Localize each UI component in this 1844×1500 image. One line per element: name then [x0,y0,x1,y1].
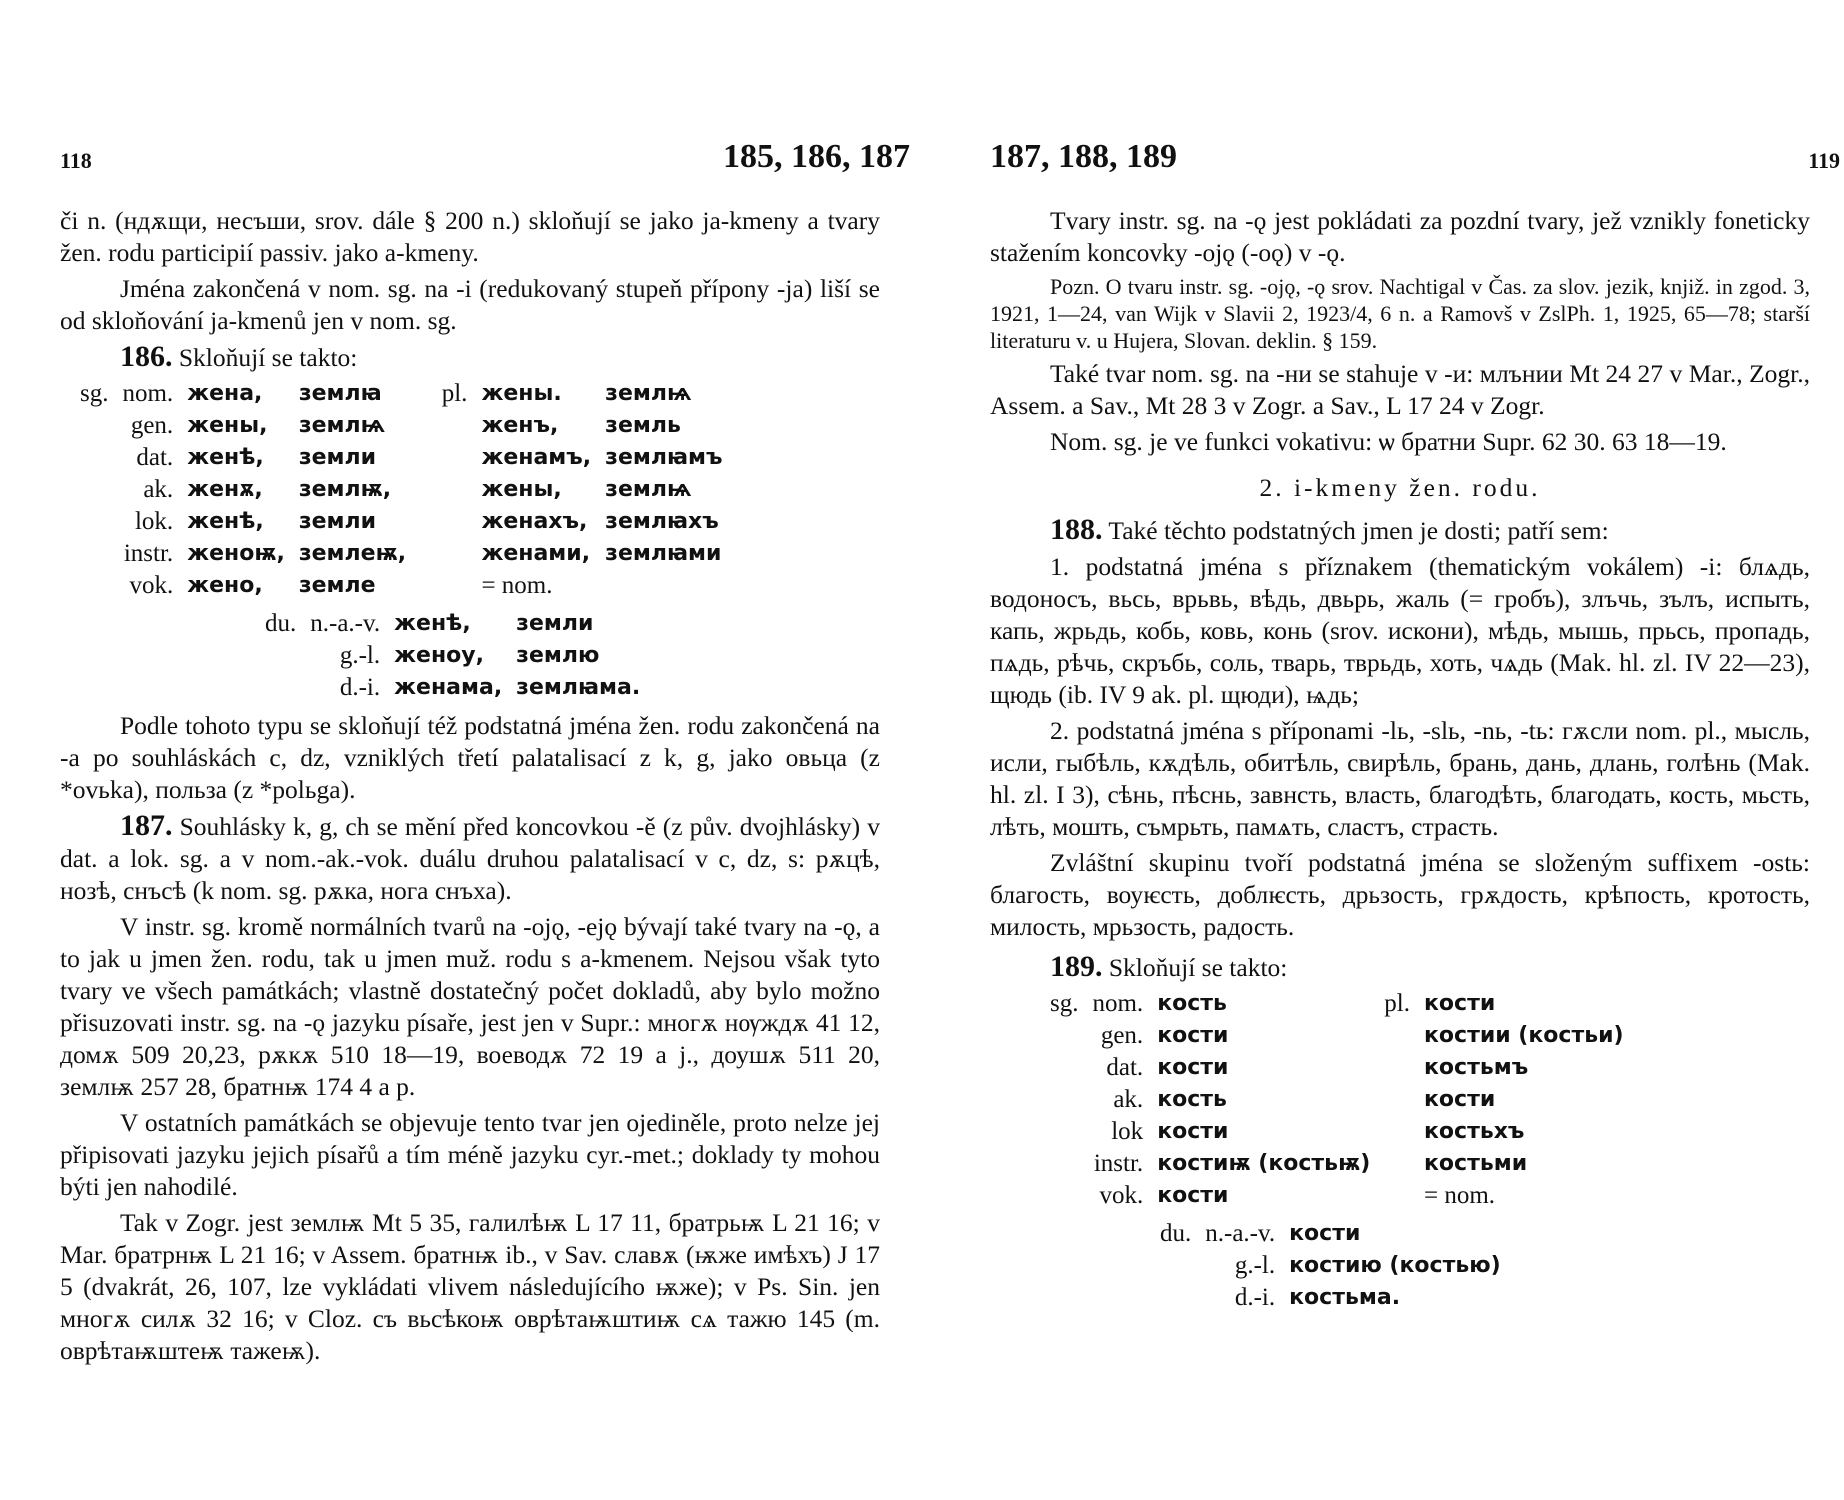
paragraph-text: Také těchto podstatných jmen je dosti; patří sem: [1108,516,1609,545]
form: костьмъ [1423,1055,1529,1080]
form: женѣ, [394,611,471,636]
form: жены, [187,413,268,438]
paragraph: Tvary instr. sg. na -ǫ jest pokládati za pozdní tvary, jež vznikly foneticky stažením koncovky -ojǫ (-oǫ) v -ǫ. [990,206,1810,267]
form: жены. [481,381,562,406]
declension-table-kost [1050,988,1638,1212]
form: костии (костьи) [1423,1023,1624,1048]
paragraph-text: Souhlásky k, g, ch se mění před koncovkou -ě (z pův. dvojhlásky) v dat. a lok. sg. a v nom.-ak.-vok. duálu druhou palatalisací v c, dz, s: рѫцѣ, нозѣ, снъсѣ (k nom. sg. рѫка, нога снъха). [60,812,880,905]
form: кости [1423,1087,1496,1112]
left-page [60,0,910,1500]
paragraph: 1. podstatná jména s příznakem (thematickým vokálem) -i: блѧдь, водоносъ, вьсь, врьвь, вѣдь, двьрь, жаль (= гробъ), злъчь, зълъ, испыть, капь, жрьдь, кобь, ковь, конь (srov. искони), мѣдь, мышь, прьсь, пропадь, пѧдь, рѣчь, скръбь, соль, тварь, тврьдь, хоть, чѧдь (Mak. hl. zl. IV 22—23), щюдь (ib. IV 9 ak. pl. щюди), ѩдь; [990,552,1810,709]
section-intro: Skloňují se takto: [178,343,358,372]
form: жена, [187,381,263,406]
case-label: g.-l. [1234,1252,1276,1279]
case-label: g.-l. [339,642,381,669]
section-189-heading [990,951,1810,984]
form: кости [1289,1221,1361,1246]
table-row [265,672,654,704]
case-label: lok [1111,1118,1144,1145]
case-label: gen. [1100,1022,1144,1049]
form: землю [516,643,600,668]
section-188-paragraph [990,514,1810,547]
number-label: sg. [80,380,109,407]
form: земли [516,611,594,636]
case-label: vok. [1099,1182,1144,1209]
form: землꙗ [298,381,382,406]
form [605,570,736,602]
subheading: 2. i-kmeny žen. rodu. [1259,473,1541,502]
form: женъ, [481,413,559,438]
table-row [1050,1084,1638,1116]
paragraph: Zvláštní skupinu tvoří podstatná jména se složeným suffixem -ostь: благость, воуѥсть, доблѥсть, дрьзость, грѫдость, крѣпость, кротость, милость, мрьзость, радость. [990,848,1810,941]
case-label: dat. [1106,1054,1144,1081]
table-row [80,538,737,570]
paragraph: Tak v Zogr. jest землѭ Mt 5 35, галилѣѭ L 17 11, братрьѭ L 21 16; v Mar. братрнѭ L 21 16; v Assem. братнѭ ib., v Sav. славѫ (ѭже имѣхъ) J 17 5 (dvakrát, 26, 107, lze vykládati vlivem následujícího ѭже); v Ps. Sin. jen многѫ силѫ 32 16; v Cloz. съ вьсѣкоѭ оврѣтаѭштиѭ сѧ тажю 145 (m. оврѣтаѭштеѭ тажеѭ). [60,1208,880,1365]
table-row [265,640,654,672]
number-label: du. [1160,1220,1192,1247]
form: землꙗми [605,541,722,566]
form: кости [1157,1183,1229,1208]
form: костьхъ [1423,1119,1525,1144]
section-number: 187. [120,809,173,842]
case-label: ak. [143,476,174,503]
form: земле [298,573,376,598]
case-label: n.-a.-v. [310,610,381,637]
table-row [1160,1282,1515,1314]
paragraph: V instr. sg. kromě normálních tvarů na -ojǫ, -ejǫ bývají také tvary na -ǫ, a to jak u jmen žen. rodu, tak u jmen muž. rodu s a-kmenem. Nejsou však tyto tvary ve všech památkách; vlastně dostatečný počet dokladů, aby bylo možno přisuzovati instr. sg. na -ǫ jazyku písaře, jest jen v Supr.: многѫ нѹждѫ 41 12, домѫ 509 20,23, рѫкѫ 510 18—19, воеводѫ 72 19 a j., доушѫ 511 20, землѭ 257 28, братнѭ 174 4 a p. [60,912,880,1101]
form: кости [1423,991,1496,1016]
right-page-body [990,205,1810,1320]
table-row [265,608,654,640]
paragraph: V ostatních památkách se objevuje tento tvar jen ojediněle, proto nelze jej připisovati jazyku jejich písařů a tím méně jazyku cyr.-met.; doklady ty mohou býti jen nahodilé. [60,1108,880,1201]
form: землѭ, [298,477,392,502]
case-label: ak. [1113,1086,1144,1113]
table-row [1160,1218,1515,1250]
form: женѣ, [187,445,264,470]
note: Pozn. O tvaru instr. sg. -ojǫ, -ǫ srov. Nachtigal v Čas. za slov. jezik, knjiž. in zgod. 3, 1921, 1—24, van Wijk v Slavii 2, 1923/4, 6 n. a Ramovš v ZslPh. 1, 1925, 65—78; starší literaturu v. u Hujera, Slovan. deklin. § 159. [990,274,1810,353]
paragraph: či n. (ндѫщи, несъши, srov. dále § 200 n.) skloňují se jako ja-kmeny a tvary žen. rodu participií passiv. jako a-kmeny. [60,206,880,267]
form: землѩ [298,413,386,438]
paragraph: Nom. sg. je ve funkci vokativu: ѡ братни Supr. 62 30. 63 18—19. [1050,427,1727,456]
number-label: pl. [441,380,468,407]
case-label: instr. [1093,1150,1144,1177]
table-row [1050,1148,1638,1180]
form: землꙗма. [516,675,641,700]
form: землѩ [605,477,692,502]
table-row [1160,1250,1515,1282]
left-page-body [60,205,880,1371]
section-number: 188. [1050,513,1103,546]
table-row [80,378,737,410]
right-page [990,0,1840,1500]
table-row [1050,1020,1638,1052]
case-label: nom. [122,380,174,407]
section-186-heading [60,341,880,374]
paragraph: 2. podstatná jména s příponami -lь, -slь, -nь, -tь: гѫсли nom. pl., мысль, исли, гыбѣль, кѫдѣль, обитѣль, свирѣль, брань, дань, длань, голѣнь (Mak. hl. zl. I 3), сѣнь, пѣснь, завнсть, власть, благодѣть, благодать, кость, мьсть, лѣть, мошть, съмрьть, памѧть, сластъ, страсть. [990,716,1810,841]
form: женамъ, [481,445,592,470]
running-head-sections: 187, 188, 189 [990,138,1177,175]
section-number: 186. [120,340,173,373]
declension-table-zena-zemlja [80,378,737,602]
form: костию (костью) [1289,1253,1501,1278]
form: женоу, [394,643,484,668]
form: кости [1157,1055,1229,1080]
form: земли [298,445,377,470]
number-label: sg. [1050,990,1079,1017]
form: женахъ, [481,509,588,534]
form: = nom. [481,572,553,599]
form: кость [1157,991,1227,1016]
paragraph: Podle tohoto typu se skloňují též podstatná jména žen. rodu zakončená na -a po souhláskách c, dz, vzniklých třetí palatalisací z k, g, jako овьца (z *ovьka), польза (z *polьga). [60,711,880,804]
form: землѩ [605,381,692,406]
form: кости [1157,1119,1229,1144]
form: костиѭ (костьѭ) [1157,1151,1371,1176]
case-label: d.-i. [339,674,381,701]
number-label: du. [265,610,297,637]
form: землꙗхъ [605,509,719,534]
form: женѣ, [187,509,264,534]
running-head-sections: 185, 186, 187 [723,138,910,175]
table-row [1050,1116,1638,1148]
case-label: lok. [134,508,174,535]
section-187-paragraph [60,810,880,907]
form: женоѭ, [187,541,285,566]
form: женама, [394,675,503,700]
table-row [80,474,737,506]
declension-table-kost-dual [1160,1218,1515,1314]
table-row [80,410,737,442]
section-intro: Skloňují se takto: [1108,953,1288,982]
table-row [80,506,737,538]
case-label: gen. [130,412,174,439]
case-label: d.-i. [1234,1284,1276,1311]
paragraph: Jména zakončená v nom. sg. na -i (redukovaný stupeň přípony -ja) liší se od skloňování ja-kmenů jen v nom. sg. [60,274,880,335]
declension-table-dual [265,608,654,704]
form: кость [1157,1087,1227,1112]
table-row [1050,1052,1638,1084]
case-label: vok. [129,572,174,599]
form: жены, [481,477,562,502]
case-label: instr. [123,540,174,567]
case-label: n.-a.-v. [1205,1220,1276,1247]
page-number: 118 [60,148,92,173]
page-number: 119 [1808,148,1840,173]
table-row [1050,1180,1638,1212]
table-row [80,442,737,474]
form: костьми [1423,1151,1528,1176]
table-row [80,570,737,602]
form: = nom. [1423,1182,1496,1209]
paragraph: Také tvar nom. sg. na -ни se stahuje v -и: млънии Mt 24 27 v Mar., Zogr., Assem. a Sav., Mt 28 3 v Zogr. a Sav., L 17 24 v Zogr. [990,359,1810,420]
form: женѫ, [187,477,263,502]
form: женами, [481,541,591,566]
form: земль [605,413,681,438]
table-row [1050,988,1638,1020]
number-label: pl. [1384,990,1410,1017]
form: костьма. [1289,1285,1401,1310]
form: землеѭ, [298,541,407,566]
case-label: nom. [1092,990,1144,1017]
form: жено, [187,573,263,598]
case-label: dat. [136,444,174,471]
form: землꙗмъ [605,445,723,470]
form: кости [1157,1023,1229,1048]
form: земли [298,509,377,534]
section-number: 189. [1050,950,1103,983]
